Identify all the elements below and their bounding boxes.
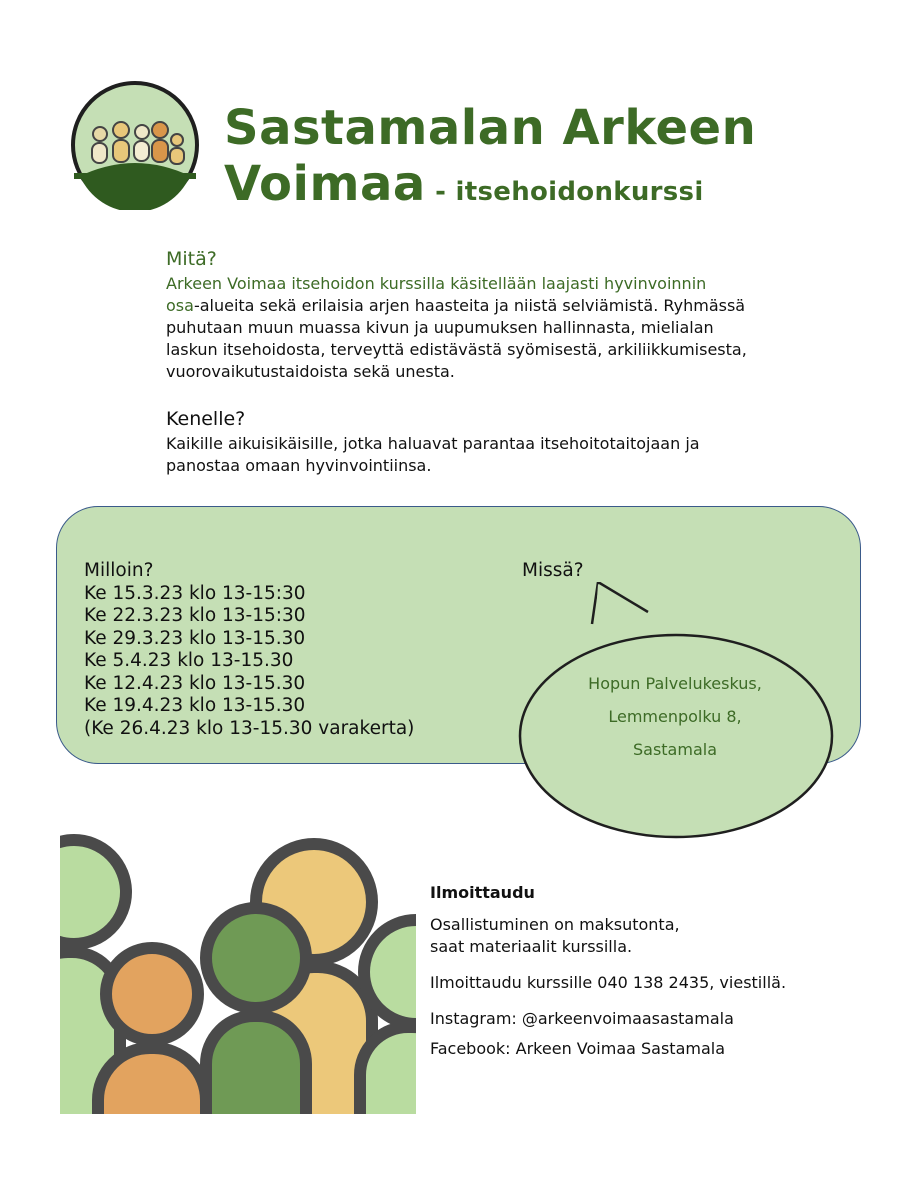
date-item: Ke 19.4.23 klo 13-15.30	[84, 695, 306, 716]
signup-line: Osallistuminen on maksutonta,	[430, 915, 680, 934]
who-heading: Kenelle?	[166, 408, 246, 430]
when-section	[84, 560, 414, 740]
signup-section	[430, 882, 890, 1060]
where-address	[550, 667, 800, 766]
title-line-2: Voimaa	[224, 156, 426, 212]
address-line: Sastamala	[632, 740, 717, 759]
date-item: Ke 5.4.23 klo 13-15.30	[84, 650, 294, 671]
signup-heading: Ilmoittaudu	[430, 883, 535, 902]
when-heading: Milloin?	[84, 560, 154, 581]
address-line: Hopun Palvelukeskus,	[588, 674, 762, 693]
date-item: Ke 15.3.23 klo 13-15:30	[84, 582, 306, 604]
what-section	[166, 247, 846, 383]
who-text-line-1: Kaikille aikuisikäisille, jotka haluavat parantaa itsehoitotaitojaan ja	[166, 434, 700, 453]
what-text-line-4: laskun itsehoidosta, terveyttä edistävästä syömisestä, arkiliikkumisesta,	[166, 340, 747, 359]
who-text-line-2: panostaa omaan hyvinvointiinsa.	[166, 456, 432, 475]
what-text-line-2-start: osa	[166, 296, 194, 315]
what-text-line-2-rest: -alueita sekä erilaisia arjen haasteita ja niistä selviämistä. Ryhmässä	[193, 296, 746, 315]
page-title	[224, 100, 756, 220]
title-line-1: Sastamalan Arkeen	[224, 100, 757, 156]
where-heading: Missä?	[522, 560, 584, 581]
what-text-line-3: puhutaan muun muassa kivun ja uupumuksen hallinnasta, mielialan	[166, 318, 714, 337]
title-subtitle: - itsehoidonkurssi	[425, 177, 704, 207]
date-item: Ke 12.4.23 klo 13-15.30	[84, 672, 306, 694]
what-text-line-1: Arkeen Voimaa itsehoidon kurssilla käsitellään laajasti hyvinvoinnin	[166, 274, 707, 293]
address-line: Lemmenpolku 8,	[608, 707, 742, 726]
date-item: (Ke 26.4.23 klo 13-15.30 varakerta)	[84, 717, 415, 739]
who-text	[166, 433, 846, 477]
people-group-logo-icon	[70, 80, 200, 210]
date-item: Ke 29.3.23 klo 13-15.30	[84, 627, 306, 649]
signup-line: saat materiaalit kurssilla.	[430, 937, 633, 956]
signup-phone: Ilmoittaudu kurssille 040 138 2435, viestillä.	[430, 973, 787, 992]
people-illustration	[60, 832, 416, 1114]
who-section	[166, 407, 846, 477]
date-item: Ke 22.3.23 klo 13-15:30	[84, 605, 306, 626]
signup-instagram: Instagram: @arkeenvoimaasastamala	[430, 1009, 734, 1028]
what-text-line-5: vuorovaikutustaidoista sekä unesta.	[166, 362, 455, 381]
what-heading: Mitä?	[166, 248, 217, 270]
signup-facebook: Facebook: Arkeen Voimaa Sastamala	[430, 1039, 726, 1058]
what-text	[166, 273, 846, 383]
